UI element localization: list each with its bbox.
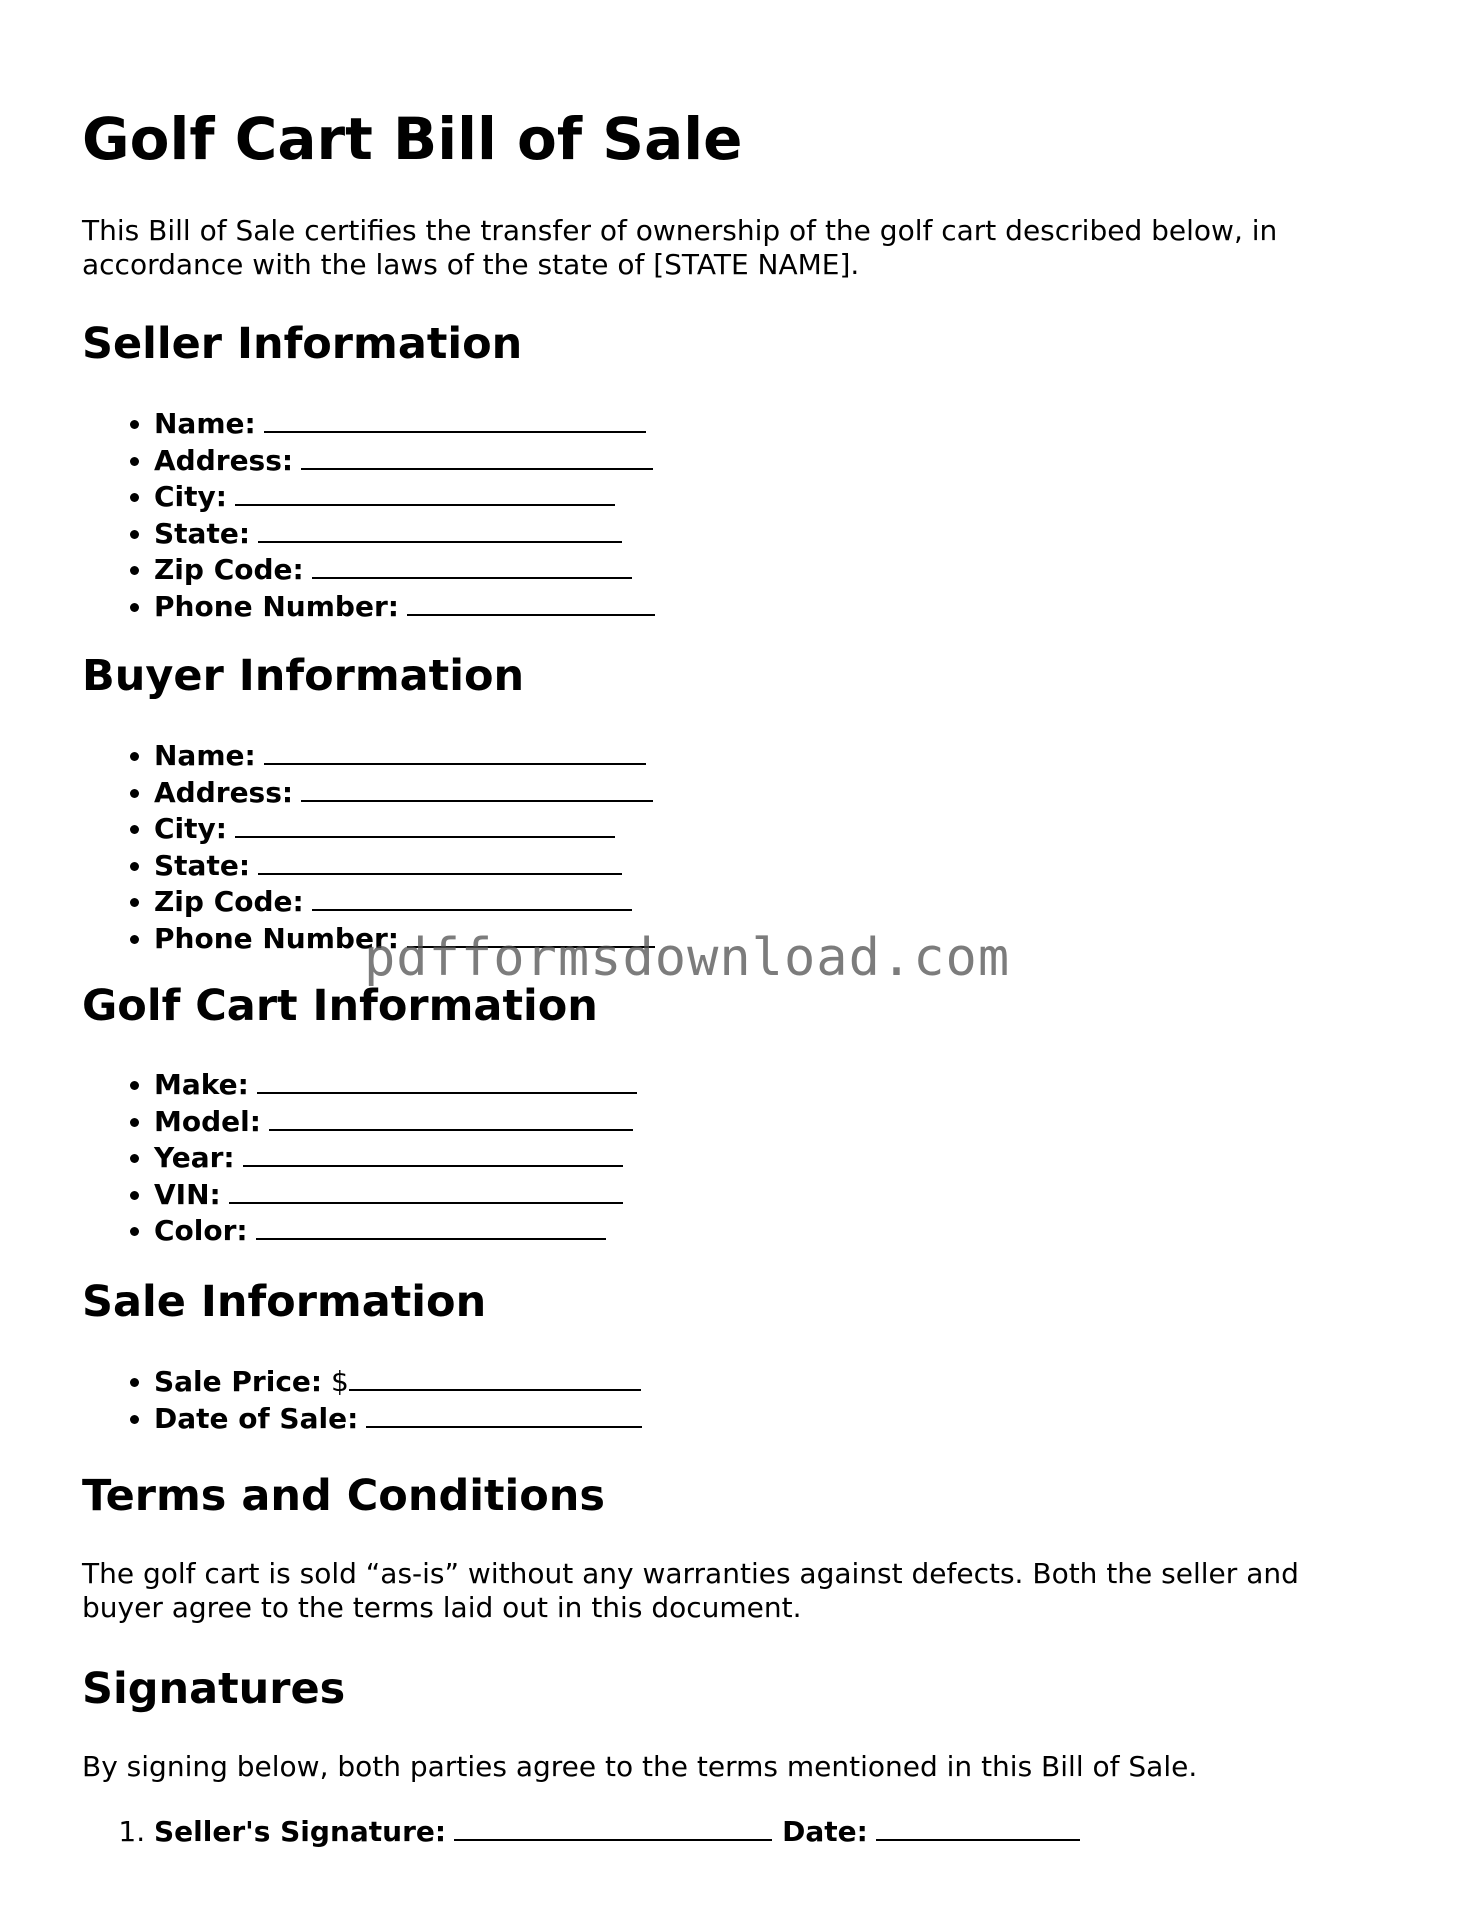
signatures-paragraph: By signing below, both parties agree to the terms mentioned in this Bill of Sale. (82, 1750, 1198, 1783)
buyer-name-field[interactable] (264, 737, 646, 765)
list-item (154, 1066, 637, 1103)
sale-price-field[interactable] (349, 1363, 641, 1391)
seller-signature-label: Seller's Signature: (154, 1815, 447, 1848)
buyer-zip-label: Zip Code: (154, 885, 304, 918)
list-item (154, 1139, 637, 1176)
sale-date-field[interactable] (366, 1400, 642, 1428)
list-item (154, 1103, 637, 1140)
cart-vin-label: VIN: (154, 1177, 221, 1211)
seller-field-list (82, 405, 655, 624)
list-item (154, 588, 655, 625)
list-item (154, 442, 655, 479)
seller-signature-date-field[interactable] (876, 1813, 1080, 1841)
list-item (154, 737, 655, 774)
cart-field-list (82, 1066, 637, 1249)
list-item (154, 1400, 642, 1437)
cart-model-field[interactable] (269, 1103, 633, 1131)
buyer-name-label: Name: (154, 739, 256, 772)
intro-paragraph: This Bill of Sale certifies the transfer of ownership of the golf cart described below, in accordance with the laws of the state of [STATE NAME]. (82, 214, 1278, 281)
signatures-heading: Signatures (82, 1664, 346, 1714)
list-item (154, 774, 655, 811)
list-item (154, 1212, 637, 1249)
seller-zip-field[interactable] (312, 551, 632, 579)
list-item (154, 847, 655, 884)
list-item (154, 478, 655, 515)
seller-heading: Seller Information (82, 319, 523, 369)
watermark-text: pdfformsdownload.com (364, 928, 1011, 988)
seller-city-field[interactable] (235, 478, 615, 506)
cart-vin-field[interactable] (229, 1176, 623, 1204)
cart-make-field[interactable] (257, 1066, 637, 1094)
seller-address-field[interactable] (301, 442, 653, 470)
sale-field-list (82, 1363, 642, 1436)
buyer-state-field[interactable] (258, 847, 622, 875)
cart-year-label: Year: (154, 1141, 235, 1174)
seller-zip-label: Zip Code: (154, 553, 304, 586)
cart-make-label: Make: (154, 1068, 249, 1101)
buyer-heading: Buyer Information (82, 651, 525, 701)
cart-year-field[interactable] (243, 1139, 623, 1167)
buyer-field-list (82, 737, 655, 956)
list-item (154, 551, 655, 588)
cart-color-label: Color: (154, 1214, 248, 1247)
buyer-phone-label: Phone Number: (154, 921, 399, 955)
seller-city-label: City: (154, 480, 227, 513)
terms-heading: Terms and Conditions (82, 1471, 606, 1521)
list-item (154, 1363, 642, 1400)
seller-name-label: Name: (154, 407, 256, 440)
list-item (154, 1813, 1080, 1850)
seller-phone-field[interactable] (407, 588, 655, 616)
seller-phone-label: Phone Number: (154, 589, 399, 623)
buyer-city-label: City: (154, 812, 227, 845)
cart-model-label: Model: (154, 1104, 261, 1138)
seller-state-label: State: (154, 516, 251, 550)
list-item (154, 405, 655, 442)
terms-paragraph: The golf cart is sold “as-is” without any warranties against defects. Both the seller and buyer agree to the terms laid out in this document. (82, 1557, 1299, 1624)
sale-date-label: Date of Sale: (154, 1401, 359, 1435)
seller-state-field[interactable] (258, 515, 622, 543)
buyer-city-field[interactable] (235, 810, 615, 838)
cart-heading: Golf Cart Information (82, 981, 598, 1031)
seller-signature-date-label: Date: (782, 1815, 868, 1848)
sale-price-label: Sale Price: (154, 1365, 323, 1398)
seller-name-field[interactable] (264, 405, 646, 433)
seller-signature-field[interactable] (454, 1813, 772, 1841)
page-title: Golf Cart Bill of Sale (82, 105, 743, 173)
seller-address-label: Address: (154, 443, 294, 477)
sale-price-currency: $ (331, 1365, 349, 1398)
signature-list (82, 1813, 1080, 1850)
sale-heading: Sale Information (82, 1277, 487, 1327)
list-item (154, 515, 655, 552)
list-item (154, 810, 655, 847)
list-item (154, 1176, 637, 1213)
buyer-address-label: Address: (154, 775, 294, 809)
buyer-zip-field[interactable] (312, 883, 632, 911)
cart-color-field[interactable] (256, 1212, 606, 1240)
list-item (154, 883, 655, 920)
buyer-state-label: State: (154, 848, 251, 882)
buyer-address-field[interactable] (301, 774, 653, 802)
